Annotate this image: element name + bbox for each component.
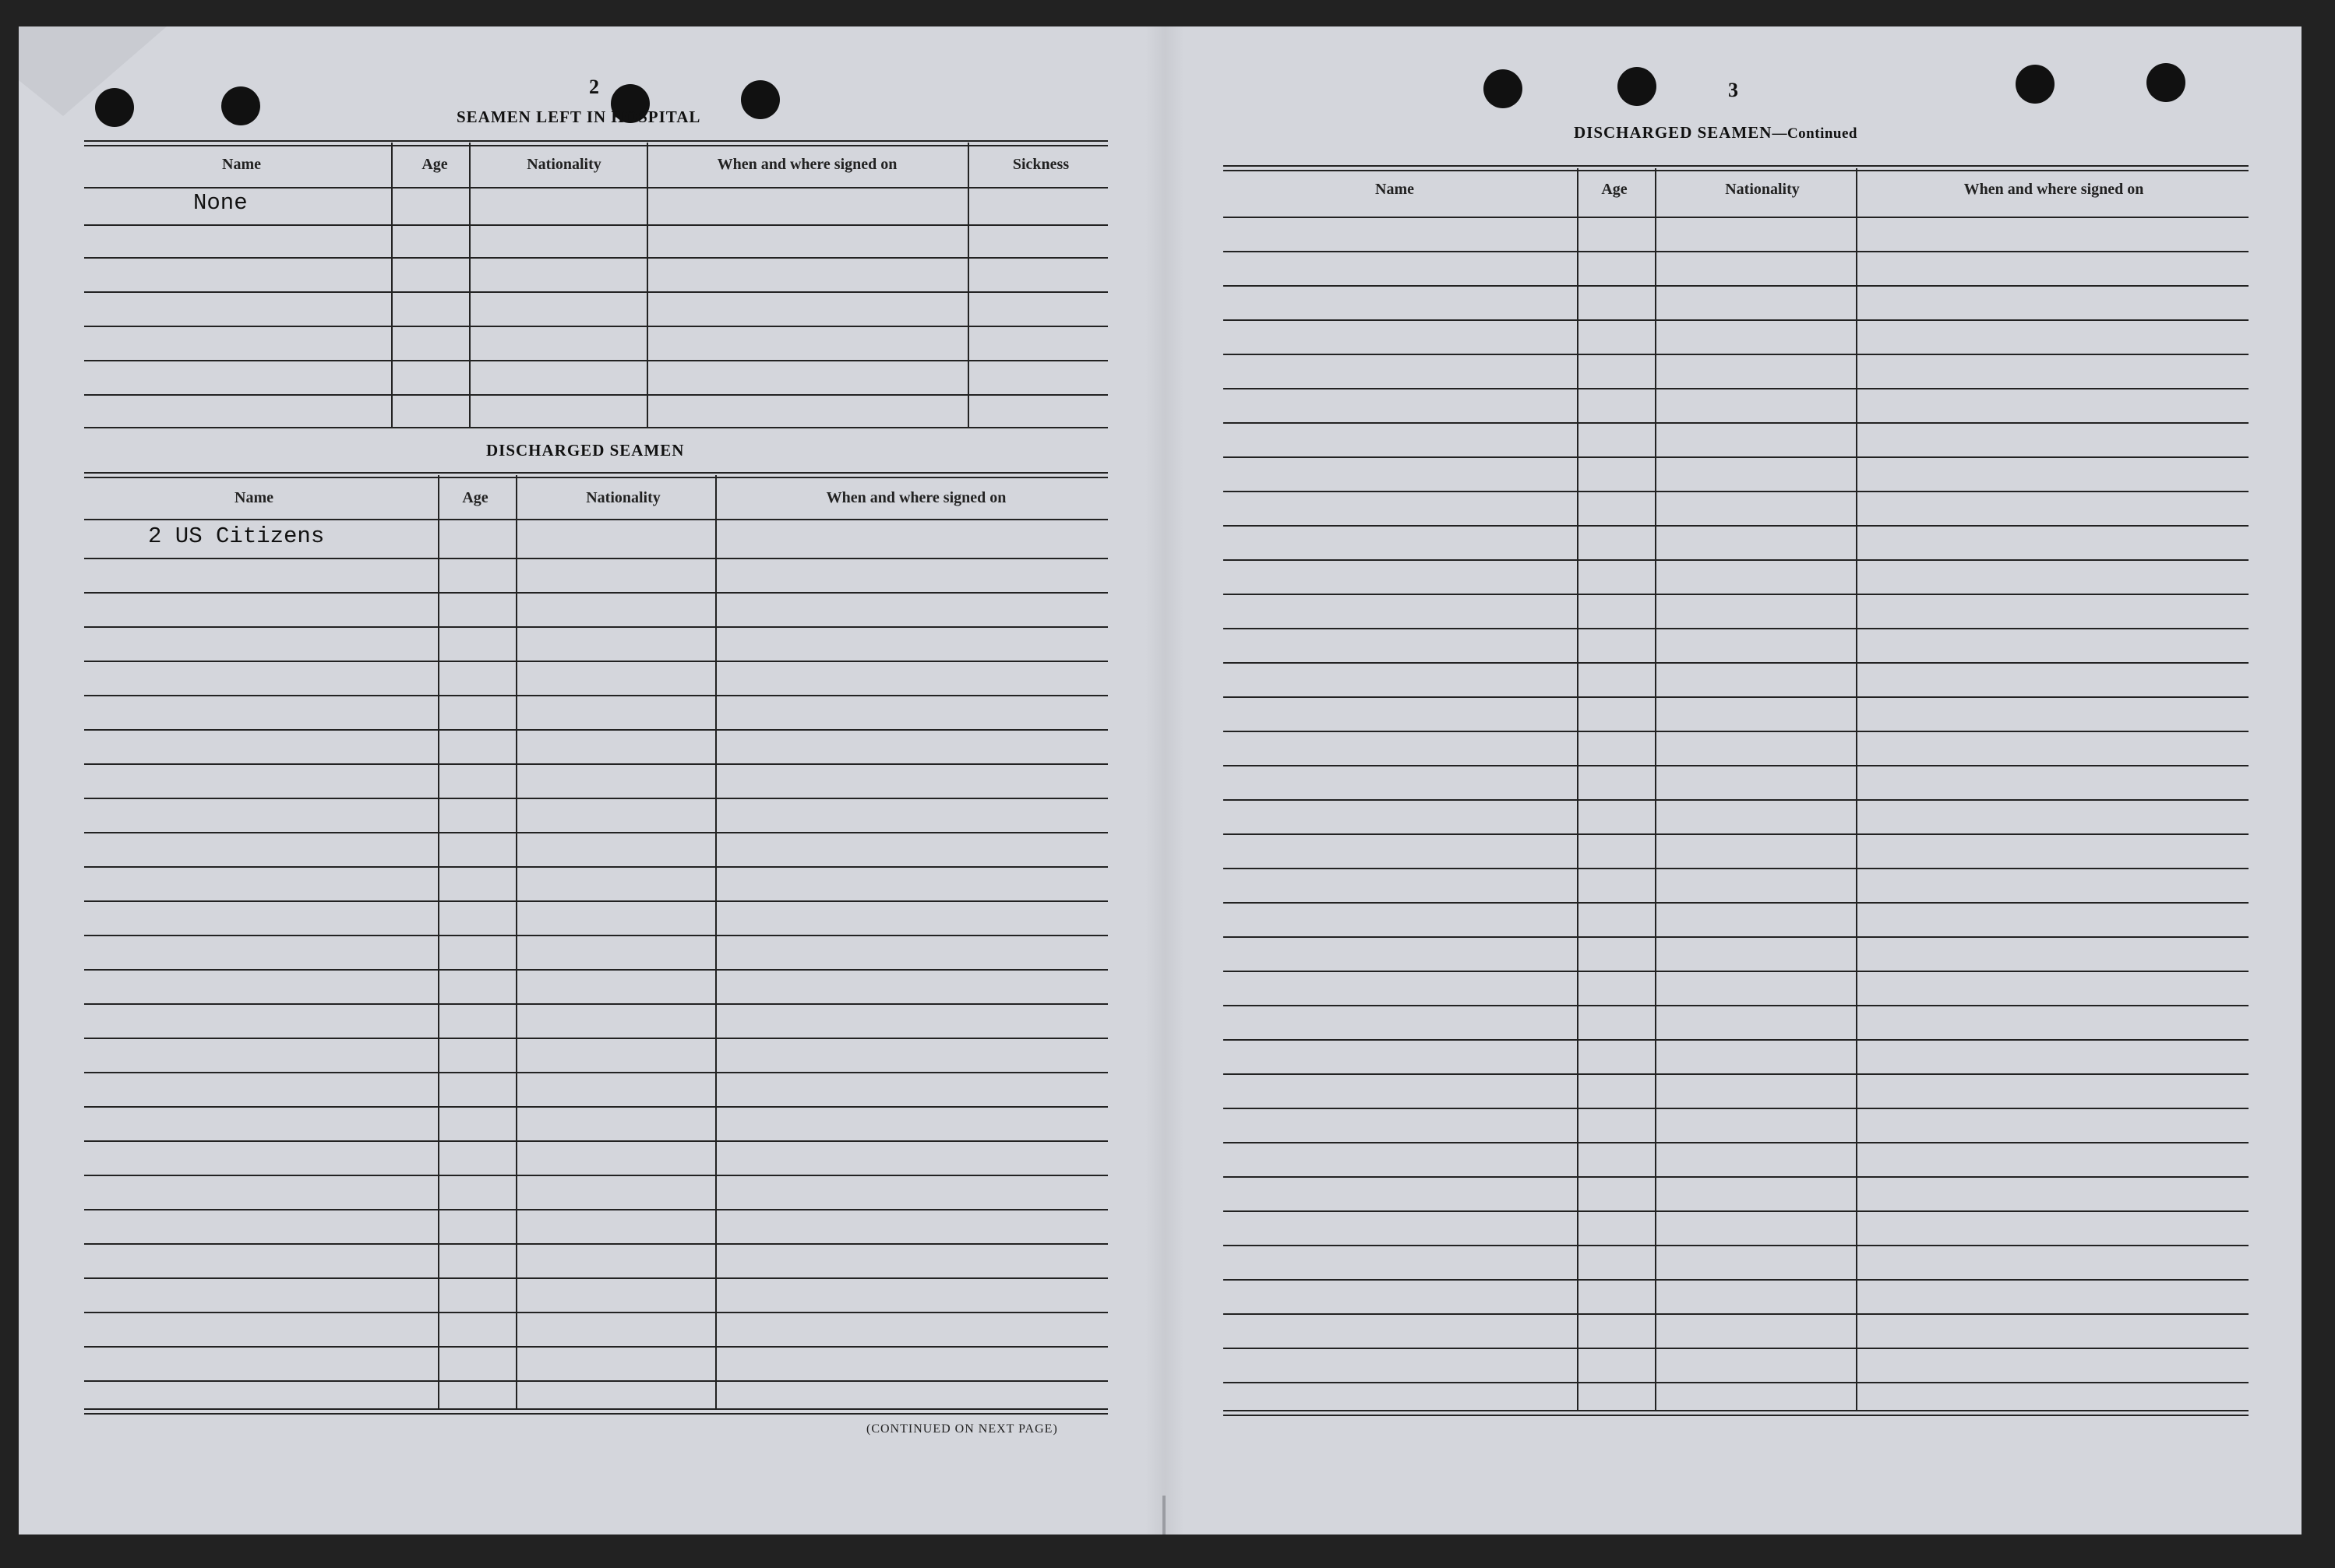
row-rule xyxy=(1223,833,2249,835)
row-rule xyxy=(84,187,1108,189)
punch-hole xyxy=(1483,69,1522,108)
row-rule xyxy=(84,1380,1108,1382)
column-header-signed-on: When and where signed on xyxy=(717,156,898,173)
punch-hole xyxy=(1617,67,1656,106)
row-rule xyxy=(84,1072,1108,1073)
table-top-rule xyxy=(1223,170,2249,171)
page-number-right: 3 xyxy=(1728,79,1738,101)
row-rule xyxy=(84,1140,1108,1142)
table-top-rule xyxy=(84,140,1108,142)
row-rule xyxy=(84,558,1108,559)
column-divider xyxy=(968,143,969,428)
row-rule xyxy=(84,695,1108,696)
table-top-rule xyxy=(84,472,1108,474)
row-rule xyxy=(84,1003,1108,1005)
table-top-rule xyxy=(84,477,1108,478)
row-rule xyxy=(84,626,1108,628)
row-rule xyxy=(84,1209,1108,1210)
column-header-age: Age xyxy=(421,156,448,173)
row-rule xyxy=(84,661,1108,662)
column-header-age: Age xyxy=(1601,181,1628,198)
discharged-continued-title xyxy=(1574,123,1857,143)
row-rule xyxy=(84,1038,1108,1039)
row-rule xyxy=(1223,354,2249,355)
row-rule xyxy=(1223,696,2249,698)
row-rule xyxy=(1223,559,2249,561)
row-rule xyxy=(84,1106,1108,1108)
row-rule xyxy=(84,1277,1108,1279)
row-rule xyxy=(1223,1108,2249,1109)
row-rule xyxy=(84,224,1108,226)
row-rule xyxy=(1223,1039,2249,1041)
row-rule xyxy=(84,360,1108,361)
column-divider xyxy=(391,143,393,428)
continued-note: (CONTINUED ON NEXT PAGE) xyxy=(866,1422,1058,1436)
table-bottom-rule xyxy=(1223,1410,2249,1411)
row-rule xyxy=(1223,765,2249,766)
column-header-nationality: Nationality xyxy=(586,489,661,506)
title-text: DISCHARGED SEAMEN xyxy=(1574,123,1772,142)
column-header-signed-on: When and where signed on xyxy=(826,489,1007,506)
row-rule xyxy=(84,1346,1108,1348)
row-rule xyxy=(84,427,1108,428)
row-rule xyxy=(1223,217,2249,218)
row-rule xyxy=(84,1312,1108,1313)
column-divider xyxy=(715,475,717,1410)
column-header-signed-on: When and where signed on xyxy=(1963,181,2144,198)
column-divider xyxy=(438,475,439,1410)
row-rule xyxy=(84,1243,1108,1245)
punch-hole xyxy=(2016,65,2055,104)
row-rule xyxy=(1223,422,2249,424)
column-header-name: Name xyxy=(235,489,273,506)
row-rule xyxy=(84,394,1108,396)
center-crease xyxy=(1162,1496,1166,1535)
table-bottom-rule xyxy=(1223,1415,2249,1416)
row-rule xyxy=(84,592,1108,594)
punch-hole xyxy=(95,88,134,127)
row-rule xyxy=(84,866,1108,868)
column-header-nationality: Nationality xyxy=(1725,181,1800,198)
row-rule xyxy=(1223,731,2249,732)
table-cell-name: 2 US Citizens xyxy=(148,523,325,549)
column-divider xyxy=(516,475,517,1410)
row-rule xyxy=(84,900,1108,902)
row-rule xyxy=(1223,1073,2249,1075)
row-rule xyxy=(1223,594,2249,595)
row-rule xyxy=(1223,1245,2249,1246)
column-header-age: Age xyxy=(462,489,489,506)
row-rule xyxy=(84,935,1108,936)
row-rule xyxy=(1223,388,2249,389)
row-rule xyxy=(1223,251,2249,252)
row-rule xyxy=(84,832,1108,833)
row-rule xyxy=(1223,525,2249,527)
row-rule xyxy=(1223,936,2249,938)
table-cell-name: None xyxy=(193,190,248,216)
page-number-left: 2 xyxy=(589,76,599,98)
column-header-name: Name xyxy=(222,156,261,173)
table-top-rule xyxy=(84,145,1108,146)
row-rule xyxy=(1223,868,2249,869)
column-header-nationality: Nationality xyxy=(527,156,601,173)
table-bottom-rule xyxy=(84,1413,1108,1415)
row-rule xyxy=(84,326,1108,327)
row-rule xyxy=(84,729,1108,731)
row-rule xyxy=(1223,285,2249,287)
row-rule xyxy=(1223,1382,2249,1383)
column-divider xyxy=(469,143,471,428)
hospital-section-title: SEAMEN LEFT IN HOSPITAL xyxy=(457,107,701,126)
row-rule xyxy=(1223,319,2249,321)
row-rule xyxy=(84,291,1108,293)
row-rule xyxy=(84,969,1108,971)
title-suffix: —Continued xyxy=(1772,125,1857,142)
row-rule xyxy=(1223,1176,2249,1178)
row-rule xyxy=(1223,902,2249,904)
row-rule xyxy=(84,519,1108,520)
row-rule xyxy=(1223,1142,2249,1143)
row-rule xyxy=(1223,1313,2249,1315)
punch-hole xyxy=(741,80,780,119)
row-rule xyxy=(1223,799,2249,801)
row-rule xyxy=(1223,971,2249,972)
row-rule xyxy=(1223,1005,2249,1006)
row-rule xyxy=(1223,456,2249,458)
row-rule xyxy=(1223,1210,2249,1212)
column-divider xyxy=(647,143,648,428)
table-top-rule xyxy=(1223,165,2249,167)
row-rule xyxy=(1223,1279,2249,1281)
row-rule xyxy=(1223,491,2249,492)
row-rule xyxy=(1223,662,2249,664)
punch-hole xyxy=(221,86,260,125)
punch-hole xyxy=(2146,63,2185,102)
column-header-sickness: Sickness xyxy=(1012,156,1070,173)
row-rule xyxy=(84,763,1108,765)
row-rule xyxy=(1223,628,2249,629)
row-rule xyxy=(1223,1348,2249,1349)
center-fold xyxy=(1145,26,1184,1535)
column-header-name: Name xyxy=(1375,181,1414,198)
row-rule xyxy=(84,1175,1108,1176)
row-rule xyxy=(84,798,1108,799)
table-bottom-rule xyxy=(84,1408,1108,1410)
discharged-section-title: DISCHARGED SEAMEN xyxy=(486,441,685,460)
row-rule xyxy=(84,257,1108,259)
